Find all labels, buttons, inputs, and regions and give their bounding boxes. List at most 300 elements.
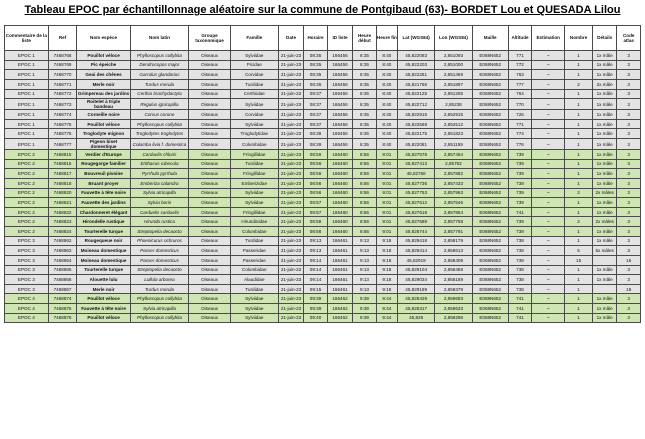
latin-name-cell: Phylloscopus collybita	[130, 294, 189, 304]
latitude-cell: 45,822712	[398, 99, 435, 110]
date-cell: 21-juin-23	[278, 169, 304, 179]
time-cell: 09:15	[304, 284, 327, 294]
details-cell: 1x mâle	[592, 139, 617, 150]
end-time-cell: 9:01	[376, 227, 397, 237]
latitude-cell: 45,822915	[398, 110, 435, 120]
table-row	[5, 51, 641, 61]
latitude-cell: 45,827753	[398, 188, 435, 198]
latitude-cell: 45,826	[398, 313, 435, 323]
page-title: Tableau EPOC par échantillonnage aléatoire sur la commune de Pontgibaud (63)- BORDET Lou et QUESADA Lilou	[24, 4, 621, 16]
start-time-cell: 8:56	[353, 150, 376, 160]
start-time-cell: 9:39	[353, 304, 376, 314]
altitude-cell: 771	[508, 51, 531, 61]
start-time-cell: 8:56	[353, 198, 376, 208]
atlas-code-cell: 3	[617, 60, 641, 70]
column-header: Heure fin	[376, 26, 397, 51]
altitude-cell: 738	[508, 236, 531, 246]
list-id-cell: 166456	[327, 139, 353, 150]
estimation-cell: ~	[532, 178, 565, 188]
taxonomic-group-cell: Oiseaux	[189, 198, 231, 208]
count-cell: 1	[565, 236, 593, 246]
grid-cell-cell: E068N652	[472, 51, 508, 61]
column-header: Maille	[472, 26, 508, 51]
table-row	[5, 284, 641, 294]
family-cell: Columbidae	[230, 139, 278, 150]
atlas-code-cell: 3	[617, 304, 641, 314]
latitude-cell: 45,822261	[398, 70, 435, 80]
longitude-cell: 2,85762	[435, 159, 472, 169]
ref-cell: 7468817	[48, 169, 77, 179]
list-id-cell: 166462	[327, 313, 353, 323]
latin-name-cell: Hirundo rustica	[130, 217, 189, 227]
date-cell: 21-juin-23	[278, 51, 304, 61]
latitude-cell: 45,827618	[398, 207, 435, 217]
date-cell: 21-juin-23	[278, 294, 304, 304]
table-row	[5, 227, 641, 237]
altitude-cell: 764	[508, 89, 531, 99]
start-time-cell: 9:13	[353, 284, 376, 294]
count-cell: 1	[565, 207, 593, 217]
list-id-cell: 166462	[327, 304, 353, 314]
list-id-cell: 166462	[327, 294, 353, 304]
ref-cell: 7468772	[48, 89, 77, 99]
start-time-cell: 8:56	[353, 227, 376, 237]
taxonomic-group-cell: Oiseaux	[189, 169, 231, 179]
count-cell: 1	[565, 284, 593, 294]
details-cell: 1x mâle	[592, 236, 617, 246]
table-row	[5, 89, 641, 99]
start-time-cell: 8:35	[353, 60, 376, 70]
list-id-cell: 166461	[327, 246, 353, 256]
family-cell: Turdidae	[230, 79, 278, 89]
date-cell: 21-juin-23	[278, 139, 304, 150]
atlas-code-cell: 3	[617, 207, 641, 217]
estimation-cell: ~	[532, 119, 565, 129]
ref-cell: 7468820	[48, 188, 77, 198]
count-cell: 1	[565, 313, 593, 323]
time-cell: 09:40	[304, 313, 327, 323]
count-cell: 1	[565, 304, 593, 314]
longitude-cell: 2,857854	[435, 207, 472, 217]
species-name-cell: Pouillot véloce	[77, 313, 130, 323]
list-comment-cell: EPOC 1	[5, 79, 49, 89]
count-cell: 2	[565, 188, 593, 198]
count-cell: 1	[565, 294, 593, 304]
ref-cell: 7468768	[48, 51, 77, 61]
grid-cell-cell: E068N652	[472, 198, 508, 208]
details-cell: 1x mâle	[592, 265, 617, 275]
details-cell: 1x mâle	[592, 169, 617, 179]
date-cell: 21-juin-23	[278, 217, 304, 227]
end-time-cell: 9:44	[376, 294, 397, 304]
longitude-cell: 2,858613	[435, 246, 472, 256]
ref-cell: 7468866	[48, 275, 77, 285]
column-header: ID liste	[327, 26, 353, 51]
family-cell: Sylviidae	[230, 51, 278, 61]
latin-name-cell: Carduelis carduelis	[130, 207, 189, 217]
count-cell: 2	[565, 79, 593, 89]
altitude-cell: 772	[508, 60, 531, 70]
species-name-cell: Grimpereau des jardins	[77, 89, 130, 99]
time-cell: 08:37	[304, 110, 327, 120]
time-cell: 08:37	[304, 99, 327, 110]
altitude-cell: 776	[508, 139, 531, 150]
latitude-cell: 45,827612	[398, 198, 435, 208]
estimation-cell: ~	[532, 79, 565, 89]
count-cell: 15	[565, 255, 593, 265]
species-name-cell: Roitelet à triple bandeau	[77, 99, 130, 110]
latitude-cell: 45,829429	[398, 294, 435, 304]
grid-cell-cell: E068N652	[472, 227, 508, 237]
longitude-cell: 2,851093	[435, 51, 472, 61]
table-row	[5, 169, 641, 179]
end-time-cell: 9:01	[376, 150, 397, 160]
column-header: Ref	[48, 26, 77, 51]
taxonomic-group-cell: Oiseaux	[189, 246, 231, 256]
latitude-cell: 45,829189	[398, 284, 435, 294]
count-cell: 1	[565, 70, 593, 80]
altitude-cell: 738	[508, 275, 531, 285]
estimation-cell: ~	[532, 70, 565, 80]
start-time-cell: 9:13	[353, 246, 376, 256]
start-time-cell: 8:35	[353, 139, 376, 150]
list-id-cell: 166461	[327, 284, 353, 294]
estimation-cell: ~	[532, 169, 565, 179]
ref-cell: 7468874	[48, 294, 77, 304]
estimation-cell: ~	[532, 304, 565, 314]
list-comment-cell: EPOC 1	[5, 129, 49, 139]
latin-name-cell: Turdus merula	[130, 284, 189, 294]
list-comment-cell: EPOC 4	[5, 304, 49, 314]
list-id-cell: 166456	[327, 110, 353, 120]
estimation-cell: ~	[532, 129, 565, 139]
count-cell: 1	[565, 275, 593, 285]
altitude-cell: 741	[508, 313, 531, 323]
details-cell: 2x mâles	[592, 188, 617, 198]
grid-cell-cell: E068N652	[472, 119, 508, 129]
longitude-cell: 2,858379	[435, 284, 472, 294]
latin-name-cell: Sylvia atricapilla	[130, 188, 189, 198]
details-cell: 1x mâle	[592, 207, 617, 217]
start-time-cell: 9:13	[353, 275, 376, 285]
start-time-cell: 9:39	[353, 294, 376, 304]
list-id-cell: 166460	[327, 227, 353, 237]
date-cell: 21-juin-23	[278, 188, 304, 198]
grid-cell-cell: E068N652	[472, 217, 508, 227]
latin-name-cell: Carduelis chloris	[130, 150, 189, 160]
latitude-cell: 45,822125	[398, 89, 435, 99]
family-cell: Fringillidae	[230, 169, 278, 179]
details-cell: 1x mâle	[592, 304, 617, 314]
time-cell: 08:36	[304, 79, 327, 89]
grid-cell-cell: E068N652	[472, 159, 508, 169]
count-cell: 1	[565, 89, 593, 99]
ref-cell: 7468818	[48, 178, 77, 188]
details-cell: 1x mâle	[592, 178, 617, 188]
latin-name-cell: Phoenicurus ochruros	[130, 236, 189, 246]
time-cell: 08:57	[304, 198, 327, 208]
list-id-cell: 166456	[327, 99, 353, 110]
start-time-cell: 8:56	[353, 169, 376, 179]
list-id-cell: 166460	[327, 169, 353, 179]
time-cell: 08:35	[304, 51, 327, 61]
time-cell: 08:37	[304, 89, 327, 99]
altitude-cell: 738	[508, 284, 531, 294]
family-cell: Corvidae	[230, 110, 278, 120]
species-name-cell: Bouvreuil pivoine	[77, 169, 130, 179]
list-comment-cell: EPOC 2	[5, 207, 49, 217]
taxonomic-group-cell: Oiseaux	[189, 89, 231, 99]
latin-name-cell: Phylloscopus collybita	[130, 313, 189, 323]
longitude-cell: 2,859296	[435, 313, 472, 323]
list-comment-cell: EPOC 2	[5, 198, 49, 208]
grid-cell-cell: E068N652	[472, 284, 508, 294]
estimation-cell: ~	[532, 294, 565, 304]
taxonomic-group-cell: Oiseaux	[189, 129, 231, 139]
time-cell: 08:38	[304, 129, 327, 139]
longitude-cell: 2,858458	[435, 265, 472, 275]
list-comment-cell: EPOC 3	[5, 255, 49, 265]
family-cell: Fringillidae	[230, 150, 278, 160]
latin-name-cell: Pyrrhula pyrrhula	[130, 169, 189, 179]
details-cell: 1x mâle	[592, 313, 617, 323]
details-cell: 1x mâle	[592, 150, 617, 160]
family-cell: Hirundinidae	[230, 217, 278, 227]
atlas-code-cell: 3	[617, 99, 641, 110]
count-cell: 1	[565, 51, 593, 61]
family-cell: Sylviidae	[230, 99, 278, 110]
ref-cell: 7468823	[48, 217, 77, 227]
family-cell: Troglodytidae	[230, 129, 278, 139]
ref-cell: 7468863	[48, 246, 77, 256]
table-row	[5, 207, 641, 217]
latin-name-cell: Regulus ignicapilla	[130, 99, 189, 110]
family-cell: Picidae	[230, 60, 278, 70]
species-name-cell: Pigeon biset domestique	[77, 139, 130, 150]
species-name-cell: Chardonneret élégant	[77, 207, 130, 217]
latin-name-cell: Sylvia atricapilla	[130, 304, 189, 314]
table-row	[5, 150, 641, 160]
family-cell: Turdidae	[230, 284, 278, 294]
count-cell: 5	[565, 246, 593, 256]
estimation-cell: ~	[532, 313, 565, 323]
altitude-cell: 739	[508, 227, 531, 237]
latin-name-cell: Phylloscopus collybita	[130, 119, 189, 129]
longitude-cell: 2,857791	[435, 227, 472, 237]
end-time-cell: 9:18	[376, 284, 397, 294]
list-comment-cell: EPOC 2	[5, 227, 49, 237]
latitude-cell: 45,822081	[398, 139, 435, 150]
end-time-cell: 8:40	[376, 60, 397, 70]
longitude-cell: 2,851159	[435, 139, 472, 150]
date-cell: 21-juin-23	[278, 79, 304, 89]
estimation-cell: ~	[532, 255, 565, 265]
species-name-cell: Fauvette des jardins	[77, 198, 130, 208]
list-id-cell: 166460	[327, 150, 353, 160]
taxonomic-group-cell: Oiseaux	[189, 110, 231, 120]
family-cell: Sylviidae	[230, 188, 278, 198]
grid-cell-cell: E068N652	[472, 178, 508, 188]
estimation-cell: ~	[532, 217, 565, 227]
latitude-cell: 45,827736	[398, 178, 435, 188]
latin-name-cell: Lullula arborea	[130, 275, 189, 285]
table-body	[5, 51, 641, 323]
end-time-cell: 8:40	[376, 119, 397, 129]
altitude-cell: 739	[508, 150, 531, 160]
date-cell: 21-juin-23	[278, 304, 304, 314]
estimation-cell: ~	[532, 188, 565, 198]
species-name-cell: Merle noir	[77, 284, 130, 294]
atlas-code-cell: 3	[617, 198, 641, 208]
taxonomic-group-cell: Oiseaux	[189, 304, 231, 314]
atlas-code-cell: 3	[617, 294, 641, 304]
longitude-cell: 2,851265	[435, 89, 472, 99]
table-row	[5, 139, 641, 150]
date-cell: 21-juin-23	[278, 129, 304, 139]
details-cell: 1x mâle	[592, 110, 617, 120]
latin-name-cell: Phylloscopus collybita	[130, 51, 189, 61]
latitude-cell: 45,82766	[398, 169, 435, 179]
date-cell: 21-juin-23	[278, 207, 304, 217]
taxonomic-group-cell: Oiseaux	[189, 150, 231, 160]
time-cell: 08:35	[304, 70, 327, 80]
table-row	[5, 188, 641, 198]
longitude-cell: 2,852915	[435, 110, 472, 120]
list-comment-cell: EPOC 4	[5, 313, 49, 323]
details-cell: 1x mâle	[592, 294, 617, 304]
species-name-cell: Pouillot véloce	[77, 51, 130, 61]
latin-name-cell: Columba livia f. domestica	[130, 139, 189, 150]
latitude-cell: 45,827413	[398, 159, 435, 169]
estimation-cell: ~	[532, 159, 565, 169]
time-cell: 08:56	[304, 150, 327, 160]
start-time-cell: 8:56	[353, 207, 376, 217]
species-name-cell: Troglodyte mignon	[77, 129, 130, 139]
latitude-cell: 45,822203	[398, 60, 435, 70]
details-cell: 1x mâle	[592, 159, 617, 169]
family-cell: Passeridae	[230, 246, 278, 256]
list-comment-cell: EPOC 1	[5, 51, 49, 61]
time-cell: 08:57	[304, 207, 327, 217]
latitude-cell: 45,829034	[398, 275, 435, 285]
species-name-cell: Verdier d'Europe	[77, 150, 130, 160]
end-time-cell: 8:40	[376, 79, 397, 89]
list-id-cell: 166460	[327, 198, 353, 208]
date-cell: 21-juin-23	[278, 265, 304, 275]
family-cell: Passeridae	[230, 255, 278, 265]
ref-cell: 7468775	[48, 119, 77, 129]
ref-cell: 7468821	[48, 198, 77, 208]
atlas-code-cell: 3	[617, 275, 641, 285]
table-row	[5, 110, 641, 120]
family-cell: Alaudidae	[230, 275, 278, 285]
latitude-cell: 45,829414	[398, 246, 435, 256]
atlas-code-cell: 3	[617, 139, 641, 150]
species-name-cell: Geai des chênes	[77, 70, 130, 80]
species-name-cell: Tourterelle turque	[77, 265, 130, 275]
column-header: Nom espèce	[77, 26, 130, 51]
species-name-cell: Pouillot véloce	[77, 294, 130, 304]
taxonomic-group-cell: Oiseaux	[189, 159, 231, 169]
date-cell: 21-juin-23	[278, 246, 304, 256]
estimation-cell: ~	[532, 284, 565, 294]
latin-name-cell: Sylvia borin	[130, 198, 189, 208]
end-time-cell: 9:01	[376, 207, 397, 217]
date-cell: 21-juin-23	[278, 60, 304, 70]
altitude-cell: 739	[508, 169, 531, 179]
latin-name-cell: Passer domesticus	[130, 255, 189, 265]
end-time-cell: 9:18	[376, 275, 397, 285]
altitude-cell: 741	[508, 294, 531, 304]
time-cell: 08:39	[304, 139, 327, 150]
taxonomic-group-cell: Oiseaux	[189, 265, 231, 275]
family-cell: Columbidae	[230, 265, 278, 275]
start-time-cell: 8:56	[353, 159, 376, 169]
taxonomic-group-cell: Oiseaux	[189, 60, 231, 70]
longitude-cell: 2,859693	[435, 294, 472, 304]
end-time-cell: 8:40	[376, 139, 397, 150]
time-cell: 08:56	[304, 169, 327, 179]
list-comment-cell: EPOC 3	[5, 275, 49, 285]
taxonomic-group-cell: Oiseaux	[189, 275, 231, 285]
species-name-cell: Moineau domestique	[77, 246, 130, 256]
species-name-cell: Fauvette à tête noire	[77, 188, 130, 198]
atlas-code-cell: 3	[617, 159, 641, 169]
table-row	[5, 313, 641, 323]
grid-cell-cell: E068N652	[472, 150, 508, 160]
altitude-cell: 741	[508, 207, 531, 217]
count-cell: 1	[565, 178, 593, 188]
latitude-cell: 45,829104	[398, 265, 435, 275]
longitude-cell: 2,859633	[435, 304, 472, 314]
count-cell: 1	[565, 110, 593, 120]
ref-cell: 7468822	[48, 207, 77, 217]
altitude-cell: 774	[508, 129, 531, 139]
taxonomic-group-cell: Oiseaux	[189, 119, 231, 129]
estimation-cell: ~	[532, 110, 565, 120]
grid-cell-cell: E068N652	[472, 313, 508, 323]
date-cell: 21-juin-23	[278, 236, 304, 246]
taxonomic-group-cell: Oiseaux	[189, 255, 231, 265]
grid-cell-cell: E068N652	[472, 70, 508, 80]
list-id-cell: 166460	[327, 207, 353, 217]
details-cell: 1x mâle	[592, 70, 617, 80]
time-cell: 09:13	[304, 246, 327, 256]
longitude-cell: 2,851469	[435, 70, 472, 80]
start-time-cell: 8:35	[353, 129, 376, 139]
list-id-cell: 166456	[327, 89, 353, 99]
list-id-cell: 166456	[327, 60, 353, 70]
latitude-cell: 45,822568	[398, 119, 435, 129]
list-comment-cell: EPOC 1	[5, 139, 49, 150]
list-comment-cell: EPOC 2	[5, 188, 49, 198]
estimation-cell: ~	[532, 51, 565, 61]
observations-table	[4, 25, 641, 323]
date-cell: 21-juin-23	[278, 70, 304, 80]
atlas-code-cell: 16	[617, 255, 641, 265]
column-header: Nom latin	[130, 26, 189, 51]
longitude-cell: 2,857464	[435, 150, 472, 160]
atlas-code-cell: 3	[617, 188, 641, 198]
column-header: Lon (WGS84)	[435, 26, 472, 51]
time-cell: 09:39	[304, 304, 327, 314]
start-time-cell: 8:35	[353, 70, 376, 80]
list-comment-cell: EPOC 3	[5, 246, 49, 256]
time-cell: 08:35	[304, 60, 327, 70]
column-header: Famille	[230, 26, 278, 51]
grid-cell-cell: E068N652	[472, 294, 508, 304]
column-header: Code atlas	[617, 26, 641, 51]
